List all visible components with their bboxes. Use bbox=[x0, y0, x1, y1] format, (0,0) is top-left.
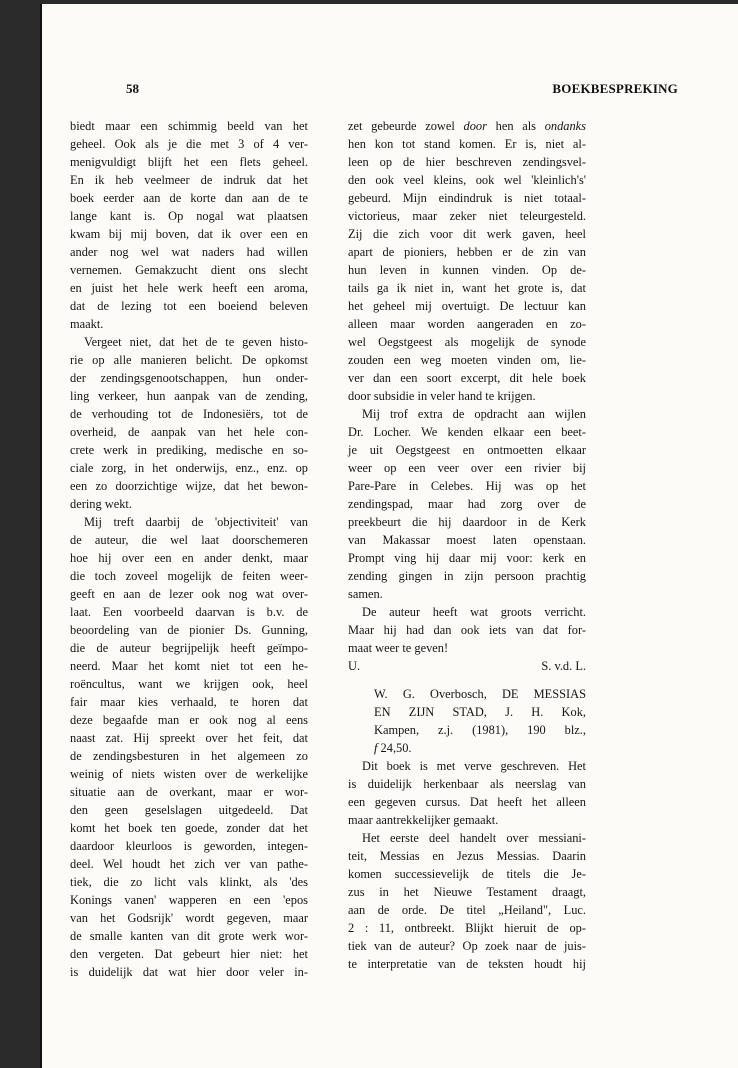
text-line: Mij treft daarbij de 'objectiviteit' van bbox=[84, 515, 308, 529]
text-line: En ik heb veelmeer de indruk dat het bbox=[70, 173, 308, 187]
text-line: Dit boek is met verve geschreven. Het bbox=[362, 759, 586, 773]
text-line: dering wekt. bbox=[70, 497, 132, 511]
text-line: 2 : 11, ontbreekt. Blijkt hieruit de op- bbox=[348, 921, 586, 935]
text-line: lange kant is. Op nogal wat plaatsen bbox=[70, 209, 308, 223]
text-line: den geen geselslagen uitgedeeld. Dat bbox=[70, 803, 308, 817]
text-line bbox=[348, 117, 586, 135]
text-line: roëncultus, want we krijgen ook, heel bbox=[70, 677, 308, 691]
text-line: De auteur heeft wat groots verricht. bbox=[362, 605, 586, 619]
text-line: maar aantrekkelijker gemaakt. bbox=[348, 813, 499, 827]
text-line: die de auteur begrijpelijk heeft geïmpo- bbox=[70, 641, 308, 655]
text-line: je uit Oegstgeest en ontmoetten elkaar bbox=[348, 443, 586, 457]
text-line: de verhouding tot de Indonesiërs, tot de bbox=[70, 407, 308, 421]
text-line: tails ga ik niet in, want het grote is, dat bbox=[348, 281, 586, 295]
text-line: een zo doorzichtige wijze, dat het bewon- bbox=[70, 479, 308, 493]
text-line: den vergeten. Dat gebeurt hier niet: het bbox=[70, 947, 308, 961]
text-line: rie op alle manieren belicht. De opkomst bbox=[70, 353, 308, 367]
text-line: deze begaafde man er ook nog al eens bbox=[70, 713, 308, 727]
text-line: biedt maar een schimmig beeld van het bbox=[70, 119, 308, 133]
text-line: Prompt ving hij daar mij voor: kerk en bbox=[348, 551, 586, 565]
text-line: maat weer te geven! bbox=[348, 641, 449, 655]
left-column bbox=[70, 117, 308, 981]
text-line: neerd. Maar het komt niet tot een he- bbox=[70, 659, 308, 673]
text-line: teit, Messias en Jezus Messias. Daarin bbox=[348, 849, 586, 863]
text-line: hoe hij over een en ander denkt, maar bbox=[70, 551, 308, 565]
emphasis-door: door bbox=[463, 119, 487, 133]
text-line: maakt. bbox=[70, 317, 104, 331]
text-line: laat. Een voorbeeld daarvan is b.v. de bbox=[70, 605, 308, 619]
text-fragment: hen als bbox=[486, 119, 545, 133]
text-line: tiek van de auteur? Op zoek naar de juis- bbox=[348, 939, 586, 953]
text-line: alleen maar worden aangeraden en zo- bbox=[348, 317, 586, 331]
florin-symbol: f bbox=[374, 741, 378, 755]
text-line: Vergeet niet, dat het de te geven histo- bbox=[84, 335, 308, 349]
text-fragment: zet gebeurde zowel bbox=[348, 119, 464, 133]
text-line: zendingspad, maar had zorg over de bbox=[348, 497, 586, 511]
text-line: dat de lezing tot een boeiend beleven bbox=[70, 299, 308, 313]
text-line: Het eerste deel handelt over messiani- bbox=[362, 831, 586, 845]
text-line: te interpretatie van de teksten houdt hij bbox=[348, 957, 586, 971]
text-line: weer op een veer over een rivier bij bbox=[348, 461, 586, 475]
text-line: apart de pioniers, hebben er de zin van bbox=[348, 245, 586, 259]
price-value: 24,50. bbox=[377, 741, 412, 755]
text-line: boek eerder aan de korte dan aan de te bbox=[70, 191, 308, 205]
text-line: de zendingsbesturen in het algemeen zo bbox=[70, 749, 308, 763]
signature-author: S. v.d. L. bbox=[541, 659, 586, 673]
text-line: die toch zoveel mogelijk de feiten weer- bbox=[70, 569, 308, 583]
text-line: zending gingen in zijn persoon prachtig bbox=[348, 569, 586, 583]
text-line: hun leven in kunnen vinden. Op de- bbox=[348, 263, 586, 277]
text-line: is duidelijk herkenbaar als neerslag van bbox=[348, 777, 586, 791]
signature-initial: U. bbox=[348, 659, 361, 673]
text-line: ver dan een soort excerpt, dit hele boek bbox=[348, 371, 586, 385]
book-citation bbox=[374, 685, 586, 757]
text-line: deel. Wel houdt het zich ver van pathe- bbox=[70, 857, 308, 871]
text-line: Konings vanen' wapperen en een 'epos bbox=[70, 893, 308, 907]
text-line: victorieus, maar zeker niet teleurgesteld. bbox=[348, 209, 586, 223]
text-line: en juist het hele werk heeft een aroma, bbox=[70, 281, 308, 295]
right-column bbox=[348, 117, 586, 973]
text-line: wel Oegstgeest als mogelijk de synode bbox=[348, 335, 586, 349]
text-line: een gegeven cursus. Dat heeft het alleen bbox=[348, 795, 586, 809]
text-line: Pare-Pare in Celebes. Hij was op het bbox=[348, 479, 586, 493]
text-line: Maar hij had dan ook iets van dat for- bbox=[348, 623, 586, 637]
text-line: de smalle kanten van dit grote werk wor- bbox=[70, 929, 308, 943]
review-signature bbox=[348, 657, 586, 675]
text-line: hen kon tot stand komen. Er is, niet al- bbox=[348, 137, 586, 151]
text-line: leen op de hier beschreven zendingsvel- bbox=[348, 155, 586, 169]
text-line: tiek, die zo licht vals klinkt, als 'des bbox=[70, 875, 308, 889]
text-line: van Makassar moest laten openstaan. bbox=[348, 533, 586, 547]
text-line: den ook veel kleins, ook wel 'kleinlich's' bbox=[348, 173, 586, 187]
text-line: menigvuldigt blijft het een flets geheel. bbox=[70, 155, 308, 169]
text-line: daardoor kleurloos is geworden, integen- bbox=[70, 839, 308, 853]
text-line: fair maar kies verhaald, te horen dat bbox=[70, 695, 308, 709]
text-line: preekbeurt die hij daardoor in de Kerk bbox=[348, 515, 586, 529]
text-line: door subsidie in veler hand te krijgen. bbox=[348, 389, 536, 403]
emphasis-ondanks: ondanks bbox=[544, 119, 586, 133]
text-line: zouden een weg moeten vinden om, lie- bbox=[348, 353, 586, 367]
text-line: situatie aan de overkant, maar er wor- bbox=[70, 785, 308, 799]
text-line: de auteur, die wel laat doorschemeren bbox=[70, 533, 308, 547]
section-title: BOEKBESPREKING bbox=[552, 81, 678, 96]
citation-line: Kampen, z.j. (1981), 190 blz., bbox=[374, 723, 586, 737]
text-line: aan de orde. De titel „Heiland", Luc. bbox=[348, 903, 586, 917]
text-line: kwam bij mij boven, dat ik over een en bbox=[70, 227, 308, 241]
text-line: gebeurd. Mijn eindindruk is niet totaal- bbox=[348, 191, 586, 205]
text-line: crete werk in prediking, medische en so- bbox=[70, 443, 308, 457]
text-line: weinig of niets wisten over de werkelijke bbox=[70, 767, 308, 781]
text-line: komen successievelijk de titels die Je- bbox=[348, 867, 586, 881]
text-line: ander nog wel wat naders had willen bbox=[70, 245, 308, 259]
citation-line: W. G. Overbosch, DE MESSIAS bbox=[374, 687, 586, 701]
text-line: vernemen. Gemakzucht dient ons slecht bbox=[70, 263, 308, 277]
text-line: is duidelijk dat wat hier door veler in- bbox=[70, 965, 308, 979]
text-line: Mij trof extra de opdracht aan wijlen bbox=[362, 407, 586, 421]
text-line: beoordeling van de pionier Ds. Gunning, bbox=[70, 623, 308, 637]
text-line: geeft en aan de lezer ook nog wat over- bbox=[70, 587, 308, 601]
text-line: komt het boek ten goede, zonder dat het bbox=[70, 821, 308, 835]
text-line: overheid, de aanpak van het hele con- bbox=[70, 425, 308, 439]
text-line: zus in het Nieuwe Testament draagt, bbox=[348, 885, 586, 899]
text-line: samen. bbox=[348, 587, 383, 601]
text-line: naast zat. Hij spreekt over het feit, dat bbox=[70, 731, 308, 745]
page-number: 58 bbox=[126, 81, 139, 96]
citation-price bbox=[374, 739, 586, 757]
text-line: ciale zorg, in het onderwijs, enz., enz. op bbox=[70, 461, 308, 475]
text-line: het geheel mij overtuigt. De lectuur kan bbox=[348, 299, 586, 313]
text-line: Dr. Locher. We kenden elkaar een beet- bbox=[348, 425, 586, 439]
text-line: der zendingsgenootschappen, hun onder- bbox=[70, 371, 308, 385]
text-line: Zij die zich voor dit werk gaven, heel bbox=[348, 227, 586, 241]
text-line: geheel. Ook als je die met 3 of 4 ver- bbox=[70, 137, 308, 151]
text-line: van het Godsrijk' wordt gegeven, maar bbox=[70, 911, 308, 925]
text-line: ling verkeer, hun aanpak van de zending, bbox=[70, 389, 308, 403]
citation-line: EN ZIJN STAD, J. H. Kok, bbox=[374, 705, 586, 719]
